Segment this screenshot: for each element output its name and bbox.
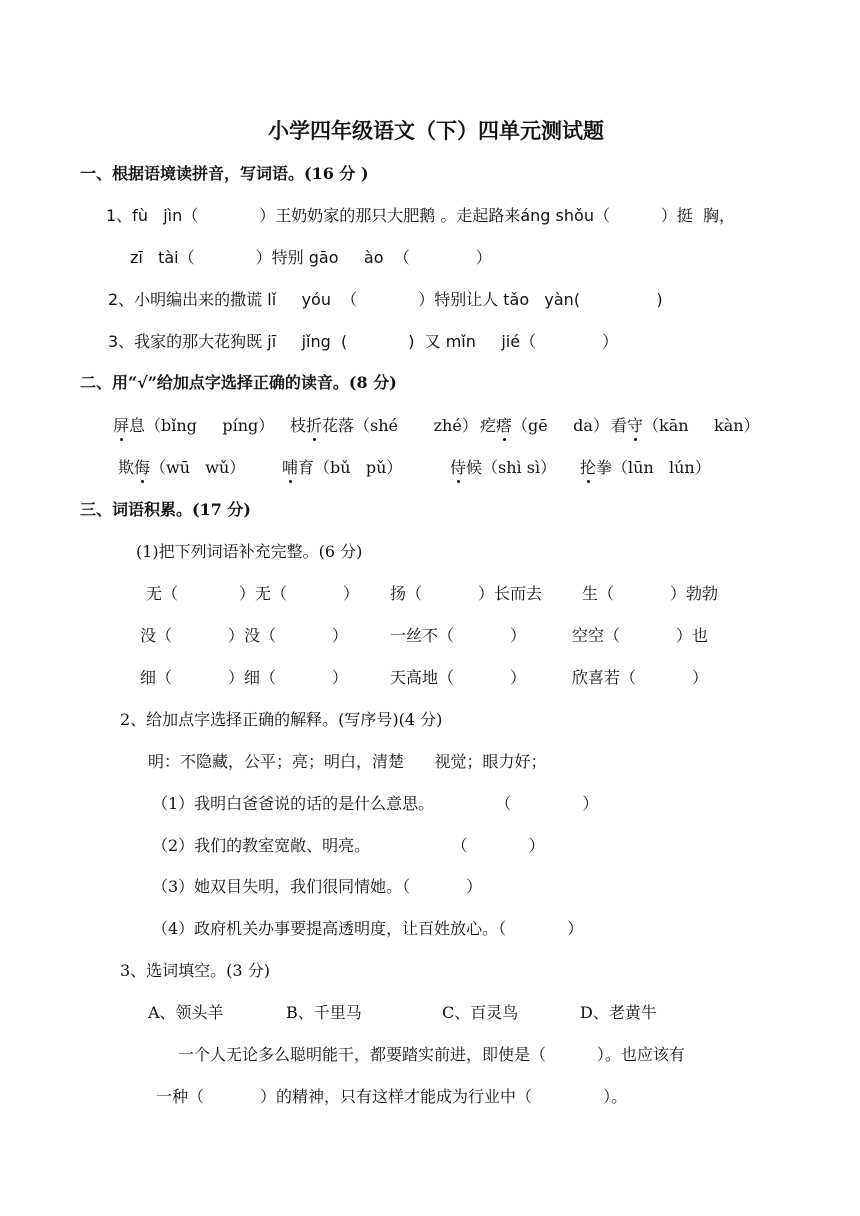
idiom-blank: 生（ ）勃勃 xyxy=(582,584,718,603)
emphasis-dot xyxy=(120,438,123,441)
idiom-blank: 欣喜若（ ） xyxy=(572,668,708,687)
dotted-char: 哺 xyxy=(282,458,298,478)
dotted-char: 折 xyxy=(306,416,322,436)
s2-item: 看守 （kān kàn） xyxy=(611,416,760,436)
definitions xyxy=(148,752,547,772)
s3-sub1: (1)把下列词语补充完整。(6 分) xyxy=(136,542,363,561)
emphasis-dot xyxy=(141,480,144,483)
dotted-char: 侮 xyxy=(134,458,150,478)
s2-item: 欺侮 （wū wǔ） xyxy=(118,458,245,478)
s2-item: 疙瘩 （gē da） xyxy=(480,416,609,436)
dotted-char: 抡 xyxy=(580,458,596,478)
s2-item: 抡 拳（lūn lún） xyxy=(580,458,711,478)
dotted-char: 屏 xyxy=(113,416,129,436)
idiom-blank: 无（ ）无（ ） xyxy=(146,584,359,603)
section1-heading: 一、根据语境读拼音，写词语。(16 分 ) xyxy=(80,164,369,183)
page-title: 小学四年级语文（下）四单元测试题 xyxy=(268,118,604,143)
idiom-blank: 空空（ ）也 xyxy=(572,626,708,645)
dotted-char: 侍 xyxy=(450,458,466,478)
emphasis-dot xyxy=(634,438,637,441)
fill-paragraph-line2: 一种（ ）的精神，只有这样才能成为行业中（ ）。 xyxy=(156,1087,628,1106)
dotted-char: 明：不隐藏，公平；亮；明白，清楚 视觉；眼力好； xyxy=(148,752,547,771)
s3-sub2: 2、给加点字选择正确的解释。(写序号)(4 分) xyxy=(120,710,443,729)
s1-line4: 3、我家的那大花狗既 jī jǐng ( ) 又 mǐn jié（ ） xyxy=(108,332,619,351)
option-c: C、百灵鸟 xyxy=(442,1003,519,1022)
idiom-blank: 细（ ）细（ ） xyxy=(140,668,348,687)
emphasis-dot xyxy=(289,480,292,483)
option-d: D、老黄牛 xyxy=(580,1003,657,1022)
emphasis-dot xyxy=(503,438,506,441)
s3-sub3: 3、选词填空。(3 分) xyxy=(120,961,270,980)
s2-item: 哺 育（bǔ pǔ） xyxy=(282,458,402,478)
option-a: A、领头羊 xyxy=(148,1003,224,1022)
idiom-blank: 没（ ）没（ ） xyxy=(140,626,348,645)
s1-line2: zī tài（ ）特别 gāo ào （ ） xyxy=(130,248,492,267)
idiom-blank: 天高地（ ） xyxy=(390,668,526,687)
s1-line1: 1、fù jìn（ ）王奶奶家的那只大肥鹅 。走起路来áng shǒu（ ）挺 胸， xyxy=(106,206,735,225)
dotted-char: 守 xyxy=(627,416,643,436)
s2-item: 侍 候（shì sì） xyxy=(450,458,556,478)
section2-heading: 二、用“√”给加点字选择正确的读音。(8 分) xyxy=(80,373,397,392)
dotted-char: 瘩 xyxy=(496,416,512,436)
idiom-blank: 一丝不（ ） xyxy=(390,626,526,645)
s1-line3: 2、小明编出来的撒谎 lǐ yóu （ ）特别让人 tǎo yàn( ) xyxy=(108,290,663,309)
idiom-blank: 扬（ ）长而去 xyxy=(390,584,542,603)
s2-item: 屏 息（bǐng píng） xyxy=(113,416,274,436)
emphasis-dot xyxy=(457,480,460,483)
s3-q3: （3）她双目失明，我们很同情她。（ ） xyxy=(152,877,483,896)
fill-paragraph-line1: 一个人无论多么聪明能干，都要踏实前进，即使是（ ）。也应该有 xyxy=(178,1045,685,1064)
section3-heading: 三、词语积累。(17 分) xyxy=(80,500,251,519)
s3-q2: （2）我们的教室宽敞、明亮。 （ ） xyxy=(152,836,545,855)
emphasis-dot xyxy=(587,480,590,483)
option-b: B、千里马 xyxy=(286,1003,362,1022)
emphasis-dot xyxy=(313,438,316,441)
s2-item: 枝折 花落（shé zhé） xyxy=(290,416,478,436)
s3-q1: （1）我明白爸爸说的话的是什么意思。 （ ） xyxy=(152,794,599,813)
s3-q4: （4）政府机关办事要提高透明度，让百姓放心。（ ） xyxy=(152,919,584,938)
